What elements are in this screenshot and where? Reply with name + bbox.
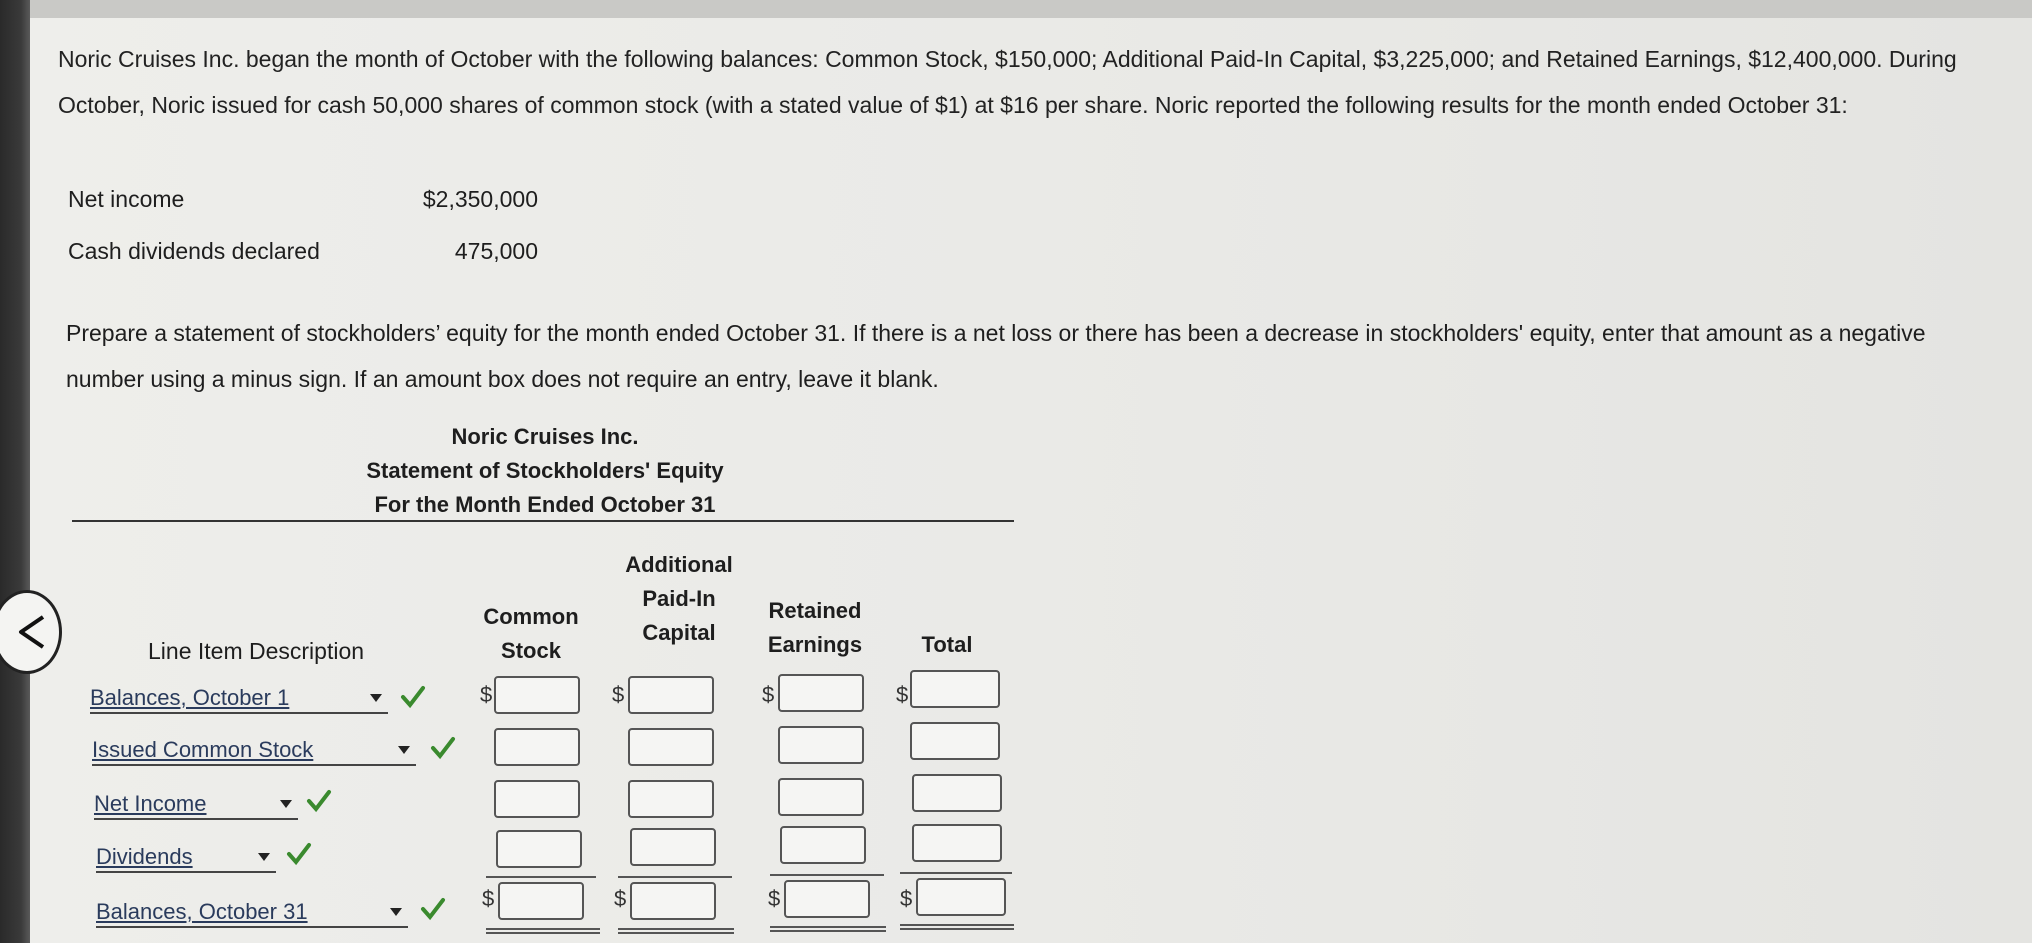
dollar-sign: $ — [482, 886, 495, 911]
retained-earnings-input[interactable] — [778, 674, 864, 712]
company-name: Noric Cruises Inc. — [451, 424, 639, 449]
checkmark-icon — [430, 735, 456, 761]
checkmark-icon — [400, 684, 426, 710]
apic-input[interactable] — [628, 676, 714, 714]
line-item-select[interactable] — [92, 736, 416, 766]
given-value: 475,000 — [454, 238, 538, 264]
chevron-left-icon — [17, 614, 47, 650]
common-stock-input[interactable] — [496, 830, 582, 868]
checkmark-icon — [286, 841, 312, 867]
retained-earnings-input[interactable] — [778, 726, 864, 764]
total-double-rule — [618, 928, 734, 934]
select-value: Net Income — [94, 791, 207, 816]
given-label: Net income — [68, 186, 185, 212]
line-item-select[interactable] — [90, 684, 388, 714]
apic-input[interactable] — [630, 882, 716, 920]
select-value: Dividends — [96, 844, 193, 869]
line-item-select[interactable] — [96, 898, 408, 928]
select-value: Issued Common Stock — [92, 737, 314, 762]
instructions: Prepare a statement of stockholders’ equity for the month ended October 31. If there is a net loss or there has been a decrease in stockholders' equity, enter that amount as a negative number using a minus sign. If an amount box does not require an entry, leave it blank. — [66, 320, 1926, 392]
caret-down-icon — [398, 746, 410, 754]
apic-input[interactable] — [628, 780, 714, 818]
dollar-sign: $ — [612, 682, 625, 707]
statement-title: Statement of Stockholders' Equity — [366, 458, 724, 483]
total-double-rule — [770, 926, 886, 932]
total-input[interactable] — [916, 878, 1006, 916]
common-stock-input[interactable] — [498, 882, 584, 920]
total-input[interactable] — [910, 670, 1000, 708]
header-line: Retained — [768, 598, 862, 623]
total-input[interactable] — [912, 824, 1002, 862]
line-item-select[interactable] — [96, 843, 276, 873]
checkmark-icon — [306, 788, 332, 814]
given-value: $2,350,000 — [422, 186, 538, 212]
total-double-rule — [486, 928, 600, 934]
total-input[interactable] — [910, 722, 1000, 760]
header-line: Capital — [642, 620, 716, 645]
screen-edge — [0, 0, 30, 943]
top-strip — [30, 0, 2032, 18]
common-stock-input[interactable] — [494, 780, 580, 818]
header-line: Earnings — [767, 632, 863, 657]
header-line: Common — [483, 604, 579, 629]
column-header-retained-earnings — [750, 594, 880, 662]
checkmark-icon — [420, 896, 446, 922]
column-header-apic — [604, 548, 754, 650]
dollar-sign: $ — [768, 886, 781, 911]
select-value: Balances, October 1 — [90, 685, 290, 710]
given-row — [68, 238, 538, 290]
dollar-sign: $ — [900, 886, 913, 911]
line-item-select[interactable] — [94, 790, 298, 820]
caret-down-icon — [258, 853, 270, 861]
subtotal-rule — [900, 872, 1012, 874]
apic-input[interactable] — [628, 728, 714, 766]
problem-text: Noric Cruises Inc. began the month of October with the following balances: Common Stock, $150,000; Additional Paid-In Capital, $3,225,000; and Retained Earnings, $12,400,000. During October, Noric issued for cash 50,000 shares of common stock (with a stated value of $1) at $16 per share. Noric reported the following results for the month ended October 31: — [58, 46, 1957, 118]
subtotal-rule — [770, 874, 884, 876]
heading-rule — [72, 520, 1014, 522]
subtotal-rule — [618, 876, 732, 878]
header-line: Additional — [625, 552, 733, 577]
column-header-total: Total — [921, 632, 973, 657]
dollar-sign: $ — [614, 886, 627, 911]
header-line: Paid-In — [642, 586, 716, 611]
given-label: Cash dividends declared — [68, 238, 320, 264]
retained-earnings-input[interactable] — [784, 880, 870, 918]
dollar-sign: $ — [896, 682, 909, 707]
common-stock-input[interactable] — [494, 728, 580, 766]
retained-earnings-input[interactable] — [778, 778, 864, 816]
statement-period: For the Month Ended October 31 — [374, 492, 716, 517]
total-double-rule — [900, 924, 1014, 930]
caret-down-icon — [390, 908, 402, 916]
statement-heading — [300, 420, 790, 522]
given-row — [68, 186, 538, 238]
caret-down-icon — [280, 800, 292, 808]
dollar-sign: $ — [480, 682, 493, 707]
subtotal-rule — [486, 876, 596, 878]
column-header-common-stock — [464, 600, 598, 668]
common-stock-input[interactable] — [494, 676, 580, 714]
select-value: Balances, October 31 — [96, 899, 308, 924]
column-header-description: Line Item Description — [148, 638, 365, 664]
total-input[interactable] — [912, 774, 1002, 812]
apic-input[interactable] — [630, 828, 716, 866]
caret-down-icon — [370, 694, 382, 702]
header-line: Stock — [501, 638, 561, 663]
retained-earnings-input[interactable] — [780, 826, 866, 864]
dollar-sign: $ — [762, 682, 775, 707]
given-data — [68, 186, 538, 290]
